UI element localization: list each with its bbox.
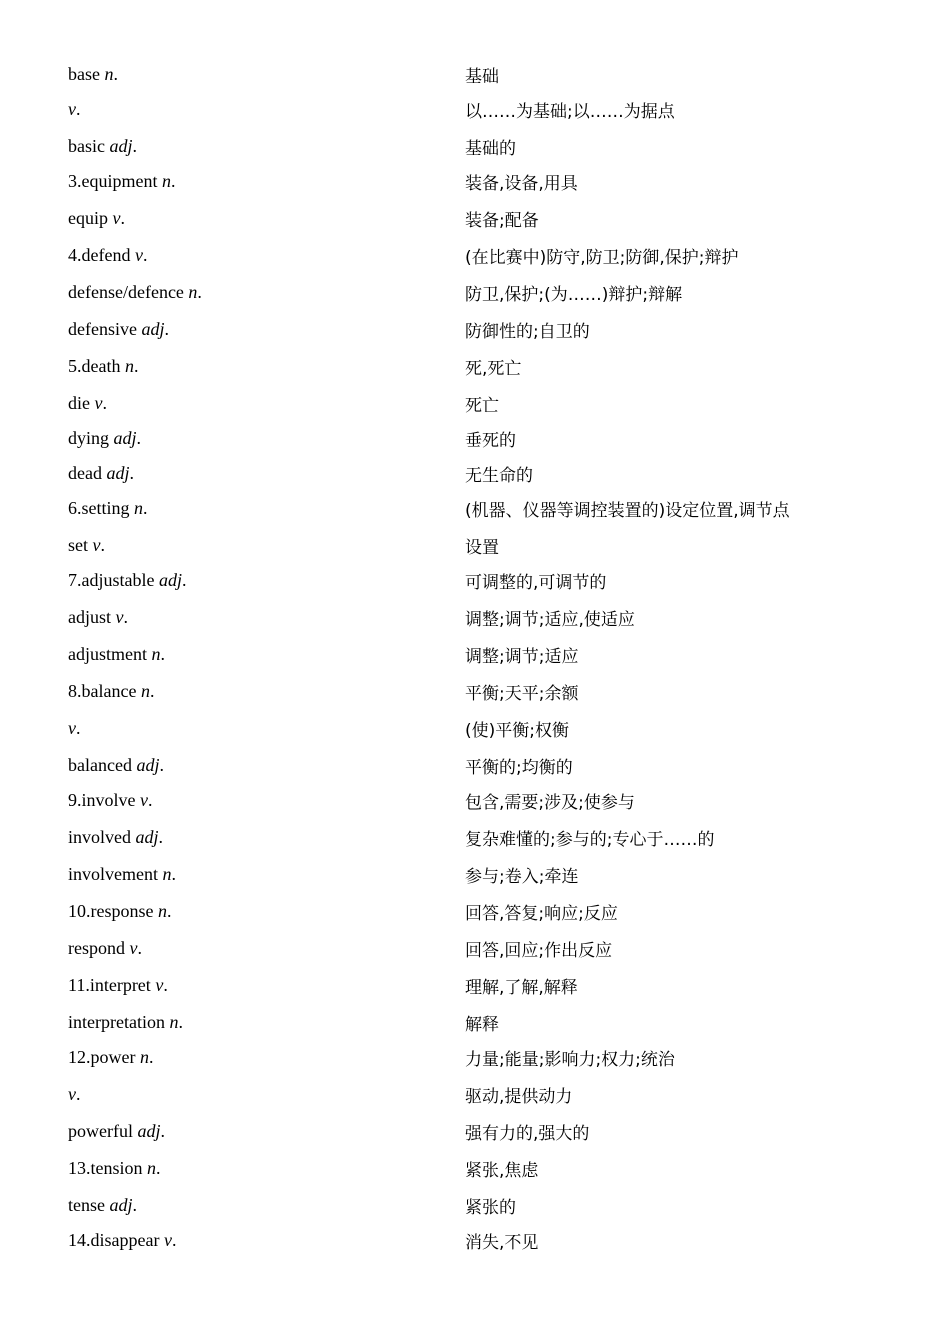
vocab-word: 7.adjustable: [68, 570, 159, 590]
part-of-speech: n: [188, 282, 198, 302]
part-of-speech: adj: [137, 1121, 161, 1141]
vocab-meaning: 死,死亡: [465, 359, 522, 379]
part-of-speech: n: [147, 1158, 156, 1178]
period-mark: .: [132, 136, 137, 156]
part-of-speech: n: [161, 171, 171, 191]
vocab-term: [68, 718, 465, 739]
vocab-meaning: 调整;调节;适应: [465, 647, 579, 667]
vocab-term: [68, 607, 465, 628]
vocab-word: 13.tension: [68, 1158, 147, 1178]
vocab-word: dying: [68, 428, 114, 448]
vocab-word: set: [68, 535, 93, 555]
vocab-meaning: 基础的: [465, 139, 516, 159]
period-mark: .: [171, 864, 176, 884]
vocab-row: [68, 1228, 538, 1253]
period-mark: .: [164, 319, 169, 339]
vocab-row: [68, 461, 533, 486]
vocab-term: [68, 319, 465, 340]
part-of-speech: v: [68, 1084, 76, 1104]
part-of-speech: adj: [135, 827, 159, 847]
part-of-speech: adj: [158, 570, 182, 590]
period-mark: .: [113, 64, 118, 84]
period-mark: .: [166, 901, 172, 921]
vocab-row: [68, 206, 539, 231]
period-mark: .: [156, 1158, 161, 1178]
vocab-term: [68, 282, 465, 303]
vocab-term: [68, 1230, 465, 1251]
vocab-row: [68, 426, 516, 451]
vocab-row: [68, 243, 739, 268]
vocab-meaning: 可调整的,可调节的: [465, 573, 607, 593]
period-mark: .: [136, 428, 142, 448]
part-of-speech: v: [115, 607, 124, 627]
vocab-meaning: 紧张的: [465, 1198, 516, 1218]
vocab-word: 5.death: [68, 356, 125, 376]
part-of-speech: n: [151, 644, 161, 664]
vocab-row: [68, 354, 521, 379]
vocab-meaning: 包含,需要;涉及;使参与: [465, 793, 635, 813]
vocab-word: adjust: [68, 607, 116, 627]
vocab-row: [68, 317, 590, 342]
vocab-meaning: 防御性的;自卫的: [465, 322, 590, 342]
vocab-term: [68, 755, 465, 776]
period-mark: .: [163, 975, 168, 995]
vocab-row: [68, 716, 569, 741]
vocab-meaning: 以……为基础;以……为据点: [465, 102, 675, 122]
vocab-term: [68, 644, 465, 665]
vocab-word: base: [68, 64, 105, 84]
vocab-meaning: 垂死的: [465, 431, 516, 451]
vocab-word: 14.disappear: [68, 1230, 164, 1250]
vocab-term: [68, 99, 465, 120]
vocab-row: [68, 642, 578, 667]
vocab-meaning: 力量;能量;影响力;权力;统治: [465, 1050, 675, 1070]
vocab-term: [68, 171, 465, 192]
vocab-term: [68, 498, 465, 519]
period-mark: .: [137, 938, 142, 958]
vocab-term: [68, 975, 465, 996]
vocab-meaning: 强有力的,强大的: [465, 1124, 590, 1144]
period-mark: .: [142, 245, 148, 265]
vocab-term: [68, 1195, 465, 1216]
vocab-meaning: 死亡: [465, 396, 499, 416]
vocab-row: [68, 62, 499, 87]
part-of-speech: adj: [106, 463, 130, 483]
vocab-row: [68, 1010, 499, 1035]
vocab-row: [68, 280, 682, 305]
part-of-speech: n: [140, 681, 150, 701]
part-of-speech: n: [124, 356, 134, 376]
vocab-row: [68, 1156, 538, 1181]
vocab-word: 10.response: [68, 901, 158, 921]
part-of-speech: n: [104, 64, 114, 84]
part-of-speech: v: [129, 938, 138, 958]
part-of-speech: v: [112, 208, 121, 228]
period-mark: .: [76, 99, 81, 119]
vocab-term: [68, 245, 465, 266]
period-mark: .: [120, 208, 125, 228]
period-mark: .: [160, 1121, 165, 1141]
vocab-row: [68, 973, 578, 998]
vocab-word: respond: [68, 938, 130, 958]
vocab-row: [68, 1193, 516, 1218]
period-mark: .: [182, 570, 187, 590]
period-mark: .: [171, 1230, 177, 1250]
period-mark: .: [123, 607, 128, 627]
vocab-word: 9.involve: [68, 790, 140, 810]
period-mark: .: [133, 356, 139, 376]
part-of-speech: v: [92, 535, 101, 555]
vocab-meaning: 防卫,保护;(为……)辩护;辩解: [465, 285, 683, 305]
part-of-speech: v: [155, 975, 164, 995]
vocab-row: [68, 169, 578, 194]
vocab-word: basic: [68, 136, 110, 156]
vocab-word: defense/defence: [68, 282, 189, 302]
vocab-row: [68, 753, 573, 778]
vocab-word: tense: [68, 1195, 110, 1215]
vocab-word: adjustment: [68, 644, 152, 664]
vocab-term: [68, 136, 465, 157]
vocab-word: dead: [68, 463, 107, 483]
vocab-row: [68, 1082, 572, 1107]
vocab-meaning: 调整;调节;适应,使适应: [465, 610, 635, 630]
vocab-term: [68, 681, 465, 702]
vocab-term: [68, 864, 465, 885]
vocab-term: [68, 570, 465, 591]
vocab-meaning: 装备,设备,用具: [465, 174, 578, 194]
period-mark: .: [158, 827, 164, 847]
vocab-term: [68, 790, 465, 811]
vocab-word: defensive: [68, 319, 142, 339]
vocab-word: 11.interpret: [68, 975, 156, 995]
period-mark: .: [197, 282, 202, 302]
period-mark: .: [178, 1012, 183, 1032]
period-mark: .: [76, 718, 81, 738]
part-of-speech: v: [68, 99, 76, 119]
vocab-meaning: 回答,答复;响应;反应: [465, 904, 618, 924]
vocab-row: [68, 568, 606, 593]
period-mark: .: [160, 644, 165, 664]
vocab-term: [68, 1084, 465, 1105]
vocab-term: [68, 827, 465, 848]
vocab-word: 6.setting: [68, 498, 134, 518]
part-of-speech: adj: [109, 1195, 133, 1215]
period-mark: .: [170, 171, 176, 191]
period-mark: .: [148, 1047, 154, 1067]
vocab-row: [68, 605, 635, 630]
period-mark: .: [143, 498, 148, 518]
vocab-term: [68, 1047, 465, 1068]
vocab-word: 8.balance: [68, 681, 141, 701]
vocab-meaning: 理解,了解,解释: [465, 978, 578, 998]
period-mark: .: [100, 535, 105, 555]
part-of-speech: n: [169, 1012, 179, 1032]
vocab-meaning: 平衡的;均衡的: [465, 758, 573, 778]
vocab-word: involvement: [68, 864, 163, 884]
vocab-word: 4.defend: [68, 245, 135, 265]
vocab-meaning: 基础: [465, 67, 499, 87]
part-of-speech: adj: [109, 136, 133, 156]
vocab-word: 3.equipment: [68, 171, 162, 191]
vocab-term: [68, 428, 465, 449]
vocab-meaning: (使)平衡;权衡: [465, 721, 569, 741]
part-of-speech: v: [140, 790, 148, 810]
vocab-row: [68, 496, 790, 521]
vocab-row: [68, 825, 714, 850]
part-of-speech: adj: [113, 428, 137, 448]
vocab-term: [68, 535, 465, 556]
vocab-meaning: 驱动,提供动力: [465, 1087, 573, 1107]
vocab-meaning: (在比赛中)防守,防卫;防御,保护;辩护: [465, 248, 739, 268]
part-of-speech: n: [162, 864, 172, 884]
period-mark: .: [102, 393, 107, 413]
vocab-meaning: (机器、仪器等调控装置的)设定位置,调节点: [465, 501, 790, 521]
vocab-word: die: [68, 393, 95, 413]
part-of-speech: adj: [136, 755, 160, 775]
vocab-row: [68, 1119, 589, 1144]
period-mark: .: [148, 790, 153, 810]
vocab-word: balanced: [68, 755, 137, 775]
vocab-term: [68, 356, 465, 377]
vocab-row: [68, 1045, 675, 1070]
vocab-word: equip: [68, 208, 113, 228]
vocab-term: [68, 393, 465, 414]
vocab-row: [68, 862, 578, 887]
part-of-speech: v: [163, 1230, 172, 1250]
vocab-word: 12.power: [68, 1047, 140, 1067]
part-of-speech: n: [157, 901, 167, 921]
part-of-speech: v: [94, 393, 103, 413]
vocab-row: [68, 391, 499, 416]
vocab-term: [68, 1012, 465, 1033]
vocab-row: [68, 679, 578, 704]
vocab-meaning: 回答,回应;作出反应: [465, 941, 613, 961]
vocab-meaning: 参与;卷入;牵连: [465, 867, 579, 887]
vocab-row: [68, 97, 675, 122]
vocab-meaning: 消失,不见: [465, 1233, 539, 1253]
part-of-speech: v: [68, 718, 76, 738]
part-of-speech: n: [139, 1047, 149, 1067]
vocab-meaning: 平衡;天平;余额: [465, 684, 579, 704]
vocab-meaning: 装备;配备: [465, 211, 539, 231]
vocab-meaning: 复杂难懂的;参与的;专心于……的: [465, 830, 715, 850]
vocab-row: [68, 533, 499, 558]
vocab-term: [68, 64, 465, 85]
vocab-row: [68, 936, 612, 961]
vocab-term: [68, 463, 465, 484]
period-mark: .: [129, 463, 134, 483]
vocab-meaning: 解释: [465, 1015, 499, 1035]
period-mark: .: [159, 755, 164, 775]
vocab-term: [68, 938, 465, 959]
vocab-term: [68, 1158, 465, 1179]
vocab-meaning: 无生命的: [465, 466, 533, 486]
period-mark: .: [76, 1084, 81, 1104]
vocab-row: [68, 134, 516, 159]
vocab-meaning: 设置: [465, 538, 499, 558]
part-of-speech: v: [134, 245, 143, 265]
vocab-term: [68, 1121, 465, 1142]
vocab-word: interpretation: [68, 1012, 170, 1032]
part-of-speech: n: [134, 498, 143, 518]
period-mark: .: [132, 1195, 137, 1215]
vocab-row: [68, 788, 635, 813]
vocab-word: powerful: [68, 1121, 138, 1141]
vocab-meaning: 紧张,焦虑: [465, 1161, 539, 1181]
vocab-word: involved: [68, 827, 136, 847]
vocab-term: [68, 901, 465, 922]
vocab-term: [68, 208, 465, 229]
vocab-row: [68, 899, 618, 924]
part-of-speech: adj: [141, 319, 165, 339]
period-mark: .: [149, 681, 155, 701]
